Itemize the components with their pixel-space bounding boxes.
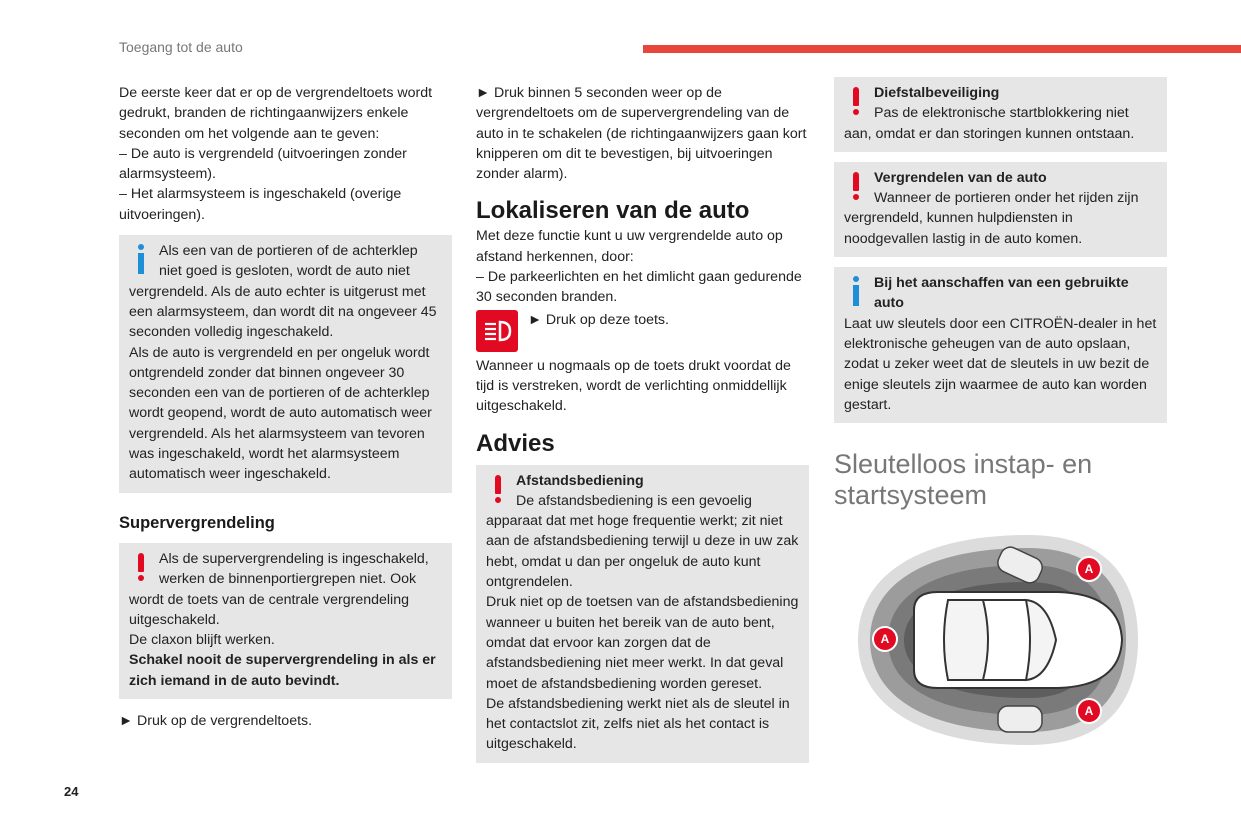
paragraph: Met deze functie kunt u uw vergrendelde auto op afstand herkennen, door:	[476, 228, 783, 265]
instruction-step: ► Druk op de vergrendeltoets.	[119, 713, 313, 730]
zone-marker-a: A	[872, 626, 898, 652]
warning-text: De afstandsbediening werkt niet als de sleutel in het contactslot zit, zelfs niet als het contact is uitgeschakeld.	[486, 695, 790, 753]
warning-icon	[129, 549, 159, 585]
info-text: Als de auto is vergrendeld en per ongeluk wordt ontgrendeld zonder dat binnen ongeveer 30 seconden een van de portieren of de achterklep wordt geopend, wordt de auto automatisch weer vergrendeld. Als het alarmsysteem van tevoren was ingeschakeld, wordt het alarmsysteem automatisch weer ingeschakeld.	[129, 344, 432, 483]
list-item: – De auto is vergrendeld (uitvoeringen zonder alarmsysteem).	[119, 145, 407, 183]
info-text: Als een van de portieren of de achterklep niet goed is gesloten, wordt de auto niet vergrendeld. Als de auto echter is uitgerust met een alarmsysteem, dan wordt dit na ongeveer 45 seconden volledig ingeschakeld.	[129, 243, 437, 341]
section-title-keyless: Sleutelloos instap- en startsysteem	[834, 449, 1093, 511]
info-box	[834, 267, 1167, 423]
warning-text: Pas de elektronische startblokkering niet aan, omdat er dan storingen kunnen ontstaan.	[844, 105, 1135, 142]
paragraph: De eerste keer dat er op de vergrendeltoets wordt gedrukt, branden de richtingaanwijzers enkele seconden om het volgende aan te geven:	[119, 85, 433, 142]
headlight-button-icon	[476, 310, 518, 352]
info-icon	[844, 273, 874, 309]
warning-text: De claxon blijft werken.	[129, 632, 275, 649]
zone-marker-a: A	[1076, 556, 1102, 582]
warning-title: Diefstalbeveiliging	[874, 85, 1000, 101]
list-item: – Het alarmsysteem is ingeschakeld (overige uitvoeringen).	[119, 186, 402, 223]
header-accent-bar	[643, 45, 1241, 53]
keyless-zone-diagram	[848, 530, 1140, 750]
info-icon	[129, 241, 159, 277]
warning-box	[119, 543, 452, 699]
list-item: – De parkeerlichten en het dimlicht gaan gedurende 30 seconden branden.	[476, 269, 802, 306]
warning-box	[476, 465, 809, 763]
section-title-supervergrendeling: Supervergrendeling	[119, 513, 275, 532]
paragraph: Wanneer u nogmaals op de toets drukt voordat de tijd is verstreken, wordt de verlichting onmiddellijk uitgeschakeld.	[476, 357, 791, 415]
warning-text: Als de supervergrendeling is ingeschakeld, werken de binnenportiergrepen niet. Ook wordt de toets van de centrale vergrendeling uitgeschakeld.	[129, 550, 429, 628]
column-3	[834, 77, 1167, 511]
instruction-step: ► Druk binnen 5 seconden weer op de vergrendeltoets om de supervergrendeling van de auto in te schakelen (de richtingaanwijzers gaan kort knipperen om dit te bevestigen, bij uitvoeringen zonder alarm).	[476, 85, 807, 183]
warning-icon	[844, 168, 874, 204]
info-box	[119, 235, 452, 493]
info-text: Laat uw sleutels door een CITROËN-dealer in het elektronische geheugen van de auto opslaan, zodat u zeker weet dat de sleutels in uw bezit de enige sleutels zijn waarmee de auto kan worden gestart.	[844, 315, 1157, 413]
warning-box	[834, 77, 1167, 152]
page-number: 24	[64, 784, 79, 799]
warning-text: De afstandsbediening is een gevoelig apparaat dat met hoge frequentie werkt; zit niet aan de afstandsbediening terwijl u deze in uw zak hebt, omdat u dan per ongeluk de auto kunt ontgrendelen.	[486, 492, 799, 591]
running-header: Toegang tot de auto	[119, 39, 243, 55]
warning-box	[834, 162, 1167, 257]
section-title-lokaliseren: Lokaliseren van de auto	[476, 197, 750, 225]
column-2	[476, 83, 809, 763]
warning-title: Afstandsbediening	[516, 472, 644, 489]
light-button-row	[476, 310, 809, 354]
section-title-advies: Advies	[476, 429, 555, 457]
warning-icon	[844, 83, 874, 119]
car-outline	[914, 592, 1122, 688]
warning-text-bold: Schakel nooit de supervergrendeling in als er zich iemand in de auto bevindt.	[129, 652, 436, 689]
warning-title: Vergrendelen van de auto	[874, 169, 1047, 186]
instruction-step: ► Druk op deze toets.	[527, 311, 669, 328]
warning-text: Wanneer de portieren onder het rijden zijn vergrendeld, kunnen hulpdiensten in noodgevallen lastig in de auto komen.	[844, 190, 1139, 247]
zone-marker-a: A	[1076, 698, 1102, 724]
column-1	[119, 83, 452, 731]
info-title: Bij het aanschaffen van een gebruikte auto	[874, 275, 1129, 312]
warning-icon	[486, 471, 516, 507]
warning-text: Druk niet op de toetsen van de afstandsbediening wanneer u buiten het bereik van de auto bent, omdat dat ervoor kan zorgen dat de afstandsbediening niet meer werkt. In dat geval moet de afstandsbediening worden gereset.	[486, 594, 799, 692]
